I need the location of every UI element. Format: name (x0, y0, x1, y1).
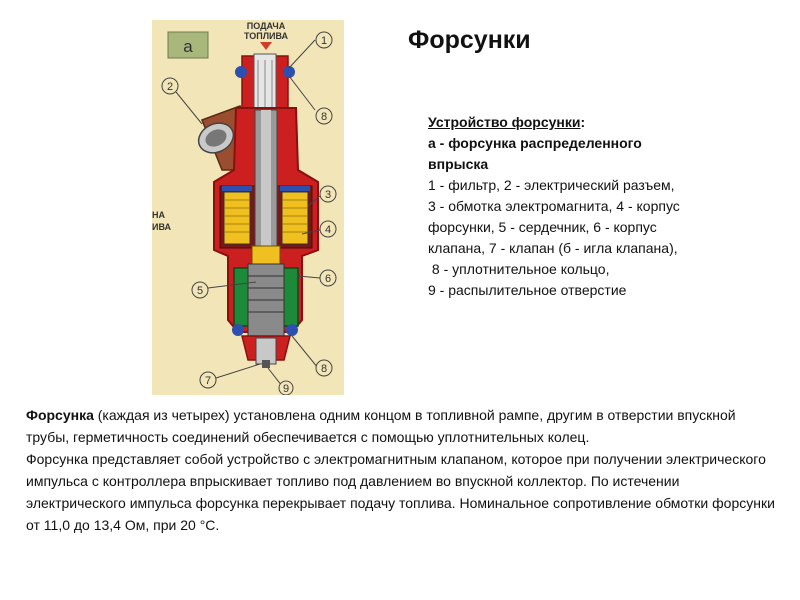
legend (428, 112, 778, 301)
seal-ring (235, 66, 247, 78)
callout-1: 1 (320, 35, 328, 47)
callout-5: 5 (196, 285, 204, 297)
description-term: Форсунка (26, 407, 94, 423)
callout-3: 3 (324, 189, 332, 201)
legend-subheading-1: а - форсунка распределенного (428, 135, 642, 151)
legend-line: 1 - фильтр, 2 - электрический разъем, (428, 177, 675, 193)
fuel-arrow-icon (260, 42, 272, 50)
legend-heading-colon: : (580, 114, 586, 130)
seal-ring (232, 324, 244, 336)
legend-line: клапана, 7 - клапан (б - игла клапана), (428, 240, 678, 256)
panel-label: а (183, 37, 193, 56)
fuel-supply-label-line2: ТОПЛИВА (243, 31, 289, 41)
legend-line: 8 - уплотнительное кольцо, (428, 261, 610, 277)
legend-heading: Устройство форсунки (428, 114, 581, 130)
callout-6: 6 (324, 273, 332, 285)
legend-subheading-2: впрыска (428, 156, 489, 172)
callout-7: 7 (204, 375, 212, 387)
description-text-1: (каждая из четырех) установлена одним концом в топливной рампе, другим в отверстии впускной трубы, герметичность соединений обеспечивается с помощью уплотнительных колец. (26, 407, 736, 445)
legend-heading-row (428, 112, 778, 133)
cropped-label-line1: НА (152, 210, 165, 220)
injector-cross-section (152, 20, 344, 395)
legend-line: 3 - обмотка электромагнита, 4 - корпус (428, 198, 680, 214)
fuel-supply-label-line1: ПОДАЧА (246, 21, 286, 31)
callout-8-top: 8 (320, 111, 328, 123)
callout-8-bottom: 8 (320, 363, 328, 375)
description-paragraph-1 (26, 404, 782, 448)
seal-ring (286, 324, 298, 336)
legend-line: 9 - распылительное отверстие (428, 282, 627, 298)
description (26, 404, 782, 536)
cropped-label-line2: ИВА (152, 222, 172, 232)
description-paragraph-2: Форсунка представляет собой устройство с электромагнитным клапаном, которое при получении электрического импульса с контроллера впрыскивает топливо под давлением во впускной коллектор. По истечении электрического импульса форсунка перекрывает подачу топлива. Номинальное сопротивление обмотки форсунки от 11,0 до 13,4 Ом, при 20 °С. (26, 451, 775, 533)
legend-line: форсунки, 5 - сердечник, 6 - корпус (428, 219, 657, 235)
slide-title: Форсунки (408, 26, 531, 54)
spray-hole (262, 360, 270, 368)
injector-diagram (152, 20, 344, 395)
callout-9: 9 (282, 383, 290, 395)
callout-2: 2 (166, 81, 174, 93)
callout-4: 4 (324, 224, 332, 236)
